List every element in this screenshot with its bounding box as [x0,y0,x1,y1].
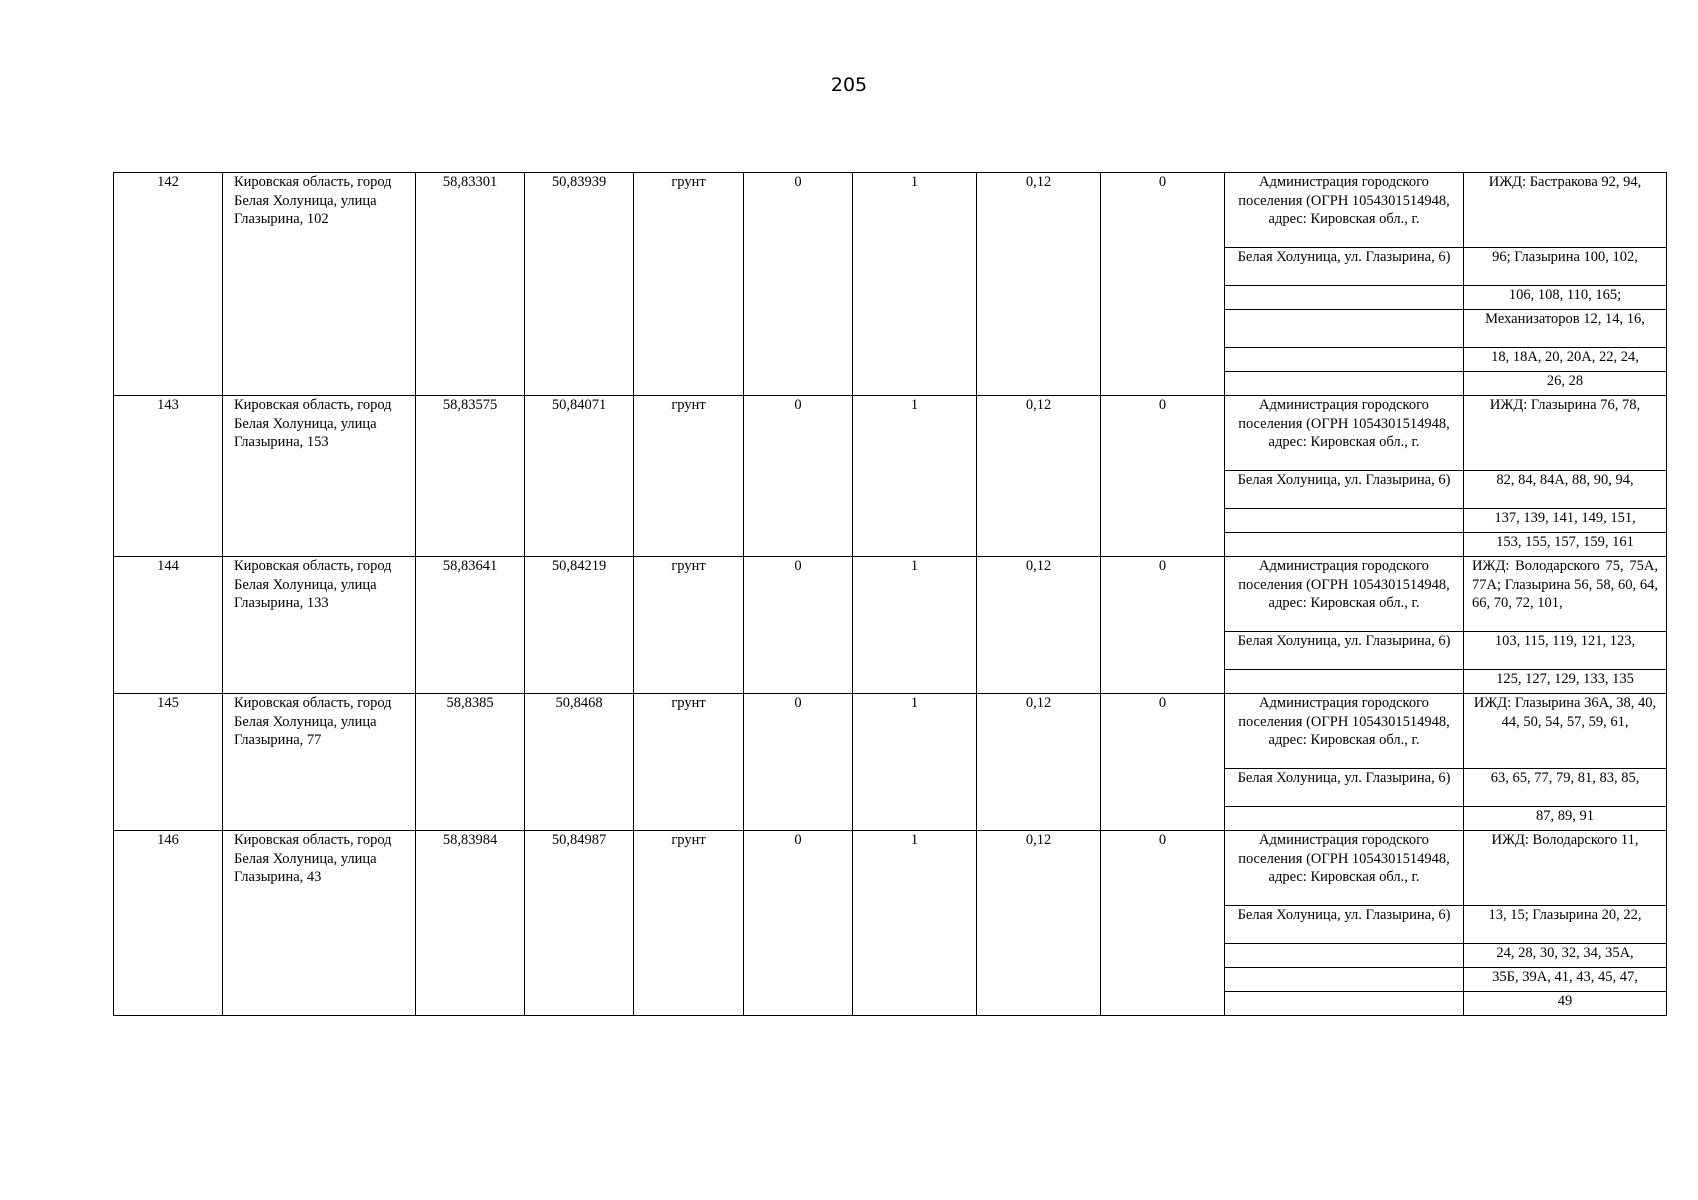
sources-cell: 96; Глазырина 100, 102, [1464,248,1667,286]
surface-cell: грунт [634,694,744,831]
address-cell: Кировская область, город Белая Холуница, улица Глазырина, 77 [223,694,416,831]
sources-cell: 24, 28, 30, 32, 34, 35А, [1464,944,1667,968]
longitude-cell: 50,8468 [525,694,634,831]
sources-cell: 82, 84, 84А, 88, 90, 94, [1464,471,1667,509]
longitude-cell: 50,83939 [525,173,634,396]
owner-org-cell: Администрация городского поселения (ОГРН 1054301514948, адрес: Кировская обл., г. [1225,173,1464,248]
value-cell: 1 [853,173,977,396]
sources-cell: 106, 108, 110, 165; [1464,286,1667,310]
longitude-cell: 50,84071 [525,396,634,557]
owner-org-cell [1225,670,1464,694]
sources-cell: 35Б, 39А, 41, 43, 45, 47, [1464,968,1667,992]
value-cell: 0 [744,694,853,831]
value-cell: 0 [744,173,853,396]
row-number: 142 [114,173,223,396]
table-row [114,173,1667,248]
sources-cell: ИЖД: Володарского 11, [1464,831,1667,906]
owner-org-cell [1225,807,1464,831]
owner-org-cell [1225,533,1464,557]
address-cell: Кировская область, город Белая Холуница, улица Глазырина, 133 [223,557,416,694]
sources-cell: 137, 139, 141, 149, 151, [1464,509,1667,533]
table-row [114,694,1667,769]
table-row [114,396,1667,471]
owner-org-cell [1225,310,1464,348]
owner-org-cell [1225,509,1464,533]
longitude-cell: 50,84987 [525,831,634,1016]
value-cell: 0 [1101,173,1225,396]
sources-cell: ИЖД: Бастракова 92, 94, [1464,173,1667,248]
page-number: 205 [830,74,868,96]
surface-cell: грунт [634,173,744,396]
value-cell: 0 [1101,396,1225,557]
latitude-cell: 58,83984 [416,831,525,1016]
sources-cell: 13, 15; Глазырина 20, 22, [1464,906,1667,944]
sources-cell: Механизаторов 12, 14, 16, [1464,310,1667,348]
value-cell: 0 [744,831,853,1016]
row-number: 143 [114,396,223,557]
owner-org-cell: Белая Холуница, ул. Глазырина, 6) [1225,248,1464,286]
row-number: 144 [114,557,223,694]
sources-cell: 153, 155, 157, 159, 161 [1464,533,1667,557]
row-number: 146 [114,831,223,1016]
sources-cell: 87, 89, 91 [1464,807,1667,831]
row-number: 145 [114,694,223,831]
owner-org-cell [1225,286,1464,310]
owner-org-cell: Администрация городского поселения (ОГРН 1054301514948, адрес: Кировская обл., г. [1225,831,1464,906]
table-row [114,557,1667,632]
value-cell: 0,12 [977,173,1101,396]
data-table [113,172,1667,1016]
owner-org-cell [1225,348,1464,372]
value-cell: 0 [744,396,853,557]
owner-org-cell [1225,944,1464,968]
sources-cell: 63, 65, 77, 79, 81, 83, 85, [1464,769,1667,807]
latitude-cell: 58,83641 [416,557,525,694]
sources-cell: 18, 18А, 20, 20А, 22, 24, [1464,348,1667,372]
sources-cell: 49 [1464,992,1667,1016]
latitude-cell: 58,83301 [416,173,525,396]
value-cell: 1 [853,396,977,557]
value-cell: 1 [853,557,977,694]
value-cell: 0,12 [977,831,1101,1016]
owner-org-cell [1225,992,1464,1016]
value-cell: 1 [853,694,977,831]
value-cell: 0,12 [977,557,1101,694]
address-cell: Кировская область, город Белая Холуница, улица Глазырина, 102 [223,173,416,396]
latitude-cell: 58,8385 [416,694,525,831]
sources-cell: ИЖД: Глазырина 76, 78, [1464,396,1667,471]
sources-cell: 125, 127, 129, 133, 135 [1464,670,1667,694]
value-cell: 0 [1101,557,1225,694]
longitude-cell: 50,84219 [525,557,634,694]
surface-cell: грунт [634,557,744,694]
owner-org-cell: Белая Холуница, ул. Глазырина, 6) [1225,632,1464,670]
value-cell: 1 [853,831,977,1016]
latitude-cell: 58,83575 [416,396,525,557]
value-cell: 0 [1101,694,1225,831]
owner-org-cell: Администрация городского поселения (ОГРН 1054301514948, адрес: Кировская обл., г. [1225,694,1464,769]
owner-org-cell [1225,968,1464,992]
value-cell: 0,12 [977,694,1101,831]
surface-cell: грунт [634,831,744,1016]
table-row [114,831,1667,906]
value-cell: 0,12 [977,396,1101,557]
owner-org-cell: Белая Холуница, ул. Глазырина, 6) [1225,906,1464,944]
owner-org-cell: Администрация городского поселения (ОГРН 1054301514948, адрес: Кировская обл., г. [1225,396,1464,471]
address-cell: Кировская область, город Белая Холуница, улица Глазырина, 153 [223,396,416,557]
sources-cell: 26, 28 [1464,372,1667,396]
owner-org-cell: Белая Холуница, ул. Глазырина, 6) [1225,471,1464,509]
owner-org-cell: Администрация городского поселения (ОГРН 1054301514948, адрес: Кировская обл., г. [1225,557,1464,632]
value-cell: 0 [1101,831,1225,1016]
owner-org-cell: Белая Холуница, ул. Глазырина, 6) [1225,769,1464,807]
value-cell: 0 [744,557,853,694]
address-cell: Кировская область, город Белая Холуница, улица Глазырина, 43 [223,831,416,1016]
sources-cell: ИЖД: Володарского 75, 75А, 77А; Глазырина 56, 58, 60, 64, 66, 70, 72, 101, [1464,557,1667,632]
sources-cell: 103, 115, 119, 121, 123, [1464,632,1667,670]
owner-org-cell [1225,372,1464,396]
sources-cell: ИЖД: Глазырина 36А, 38, 40, 44, 50, 54, 57, 59, 61, [1464,694,1667,769]
surface-cell: грунт [634,396,744,557]
